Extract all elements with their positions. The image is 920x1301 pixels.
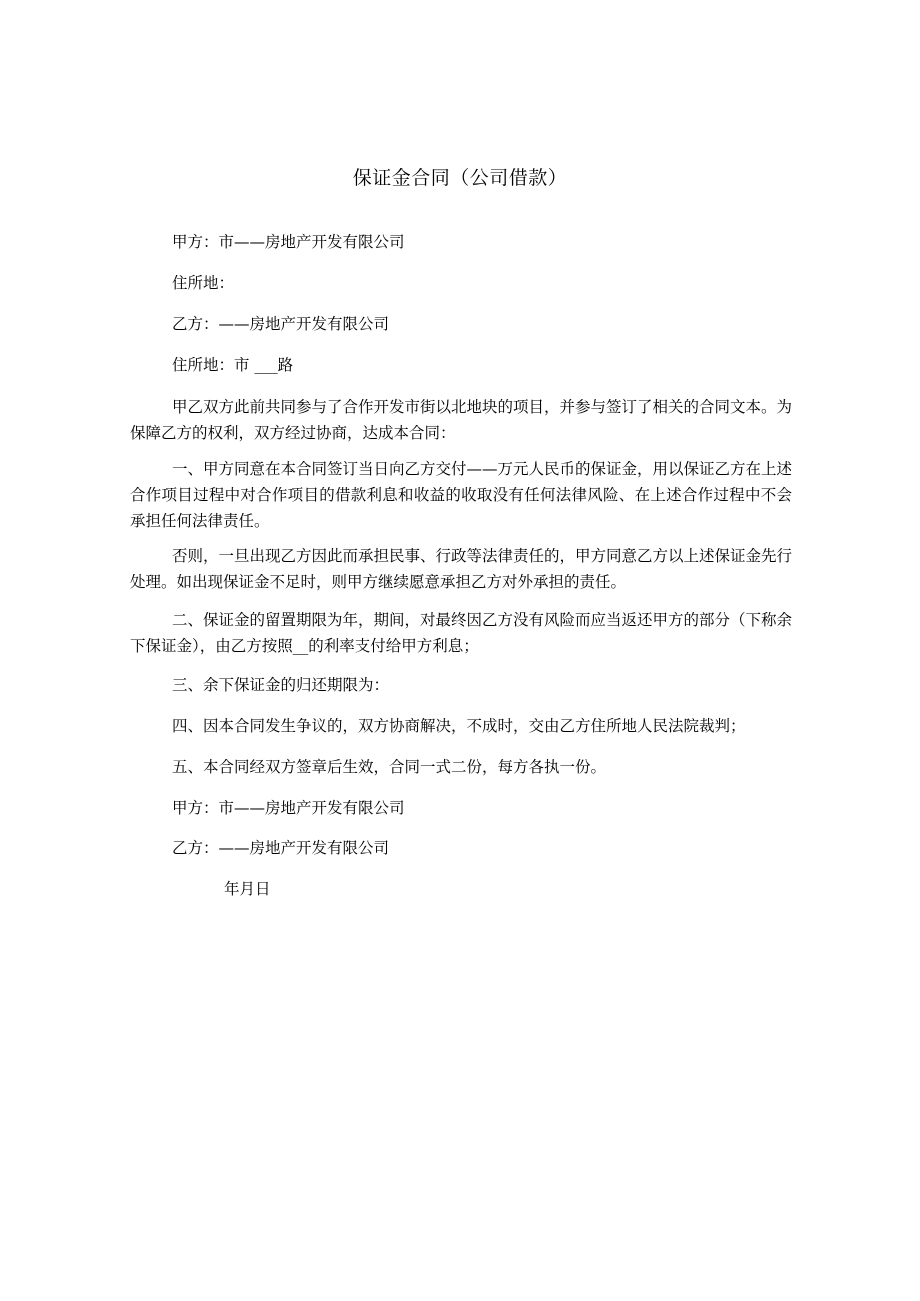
clause-2-paragraph: 二、保证金的留置期限为年，期间，对最终因乙方没有风险而应当返还甲方的部分（下称余下保证金），由乙方按照__的利率支付给甲方利息； xyxy=(130,611,793,655)
party-b-line: 乙方：——房地产开发有限公司 xyxy=(172,315,390,333)
clause-3-line: 三、余下保证金的归还期限为： xyxy=(172,676,390,694)
clause-1-continuation-paragraph: 否则，一旦出现乙方因此而承担民事、行政等法律责任的，甲方同意乙方以上述保证金先行处理。如出现保证金不足时，则甲方继续愿意承担乙方对外承担的责任。 xyxy=(130,547,793,591)
address-a-line: 住所地： xyxy=(172,274,235,292)
clause-4-line: 四、因本合同发生争议的，双方协商解决，不成时，交由乙方住所地人民法院裁判； xyxy=(172,717,746,735)
signature-a-line: 甲方：市——房地产开发有限公司 xyxy=(172,799,405,817)
clause-1-paragraph: 一、甲方同意在本合同签订当日向乙方交付——万元人民币的保证金，用以保证乙方在上述合作项目过程中对合作项目的借款利息和收益的收取没有任何法律风险、在上述合作过程中不会承担任何法律责任。 xyxy=(130,460,793,530)
document-title: 保证金合同（公司借款） xyxy=(352,167,568,189)
address-b-line: 住所地：市 ___路 xyxy=(172,356,294,374)
clause-5-line: 五、本合同经双方签章后生效，合同一式二份，每方各执一份。 xyxy=(172,758,607,776)
signature-b-line: 乙方：——房地产开发有限公司 xyxy=(172,839,390,857)
party-a-line: 甲方：市——房地产开发有限公司 xyxy=(172,233,405,251)
intro-paragraph: 甲乙双方此前共同参与了合作开发市街以北地块的项目，并参与签订了相关的合同文本。为保障乙方的权利，双方经过协商，达成本合同： xyxy=(130,398,793,442)
date-line: 年月日 xyxy=(224,880,271,898)
